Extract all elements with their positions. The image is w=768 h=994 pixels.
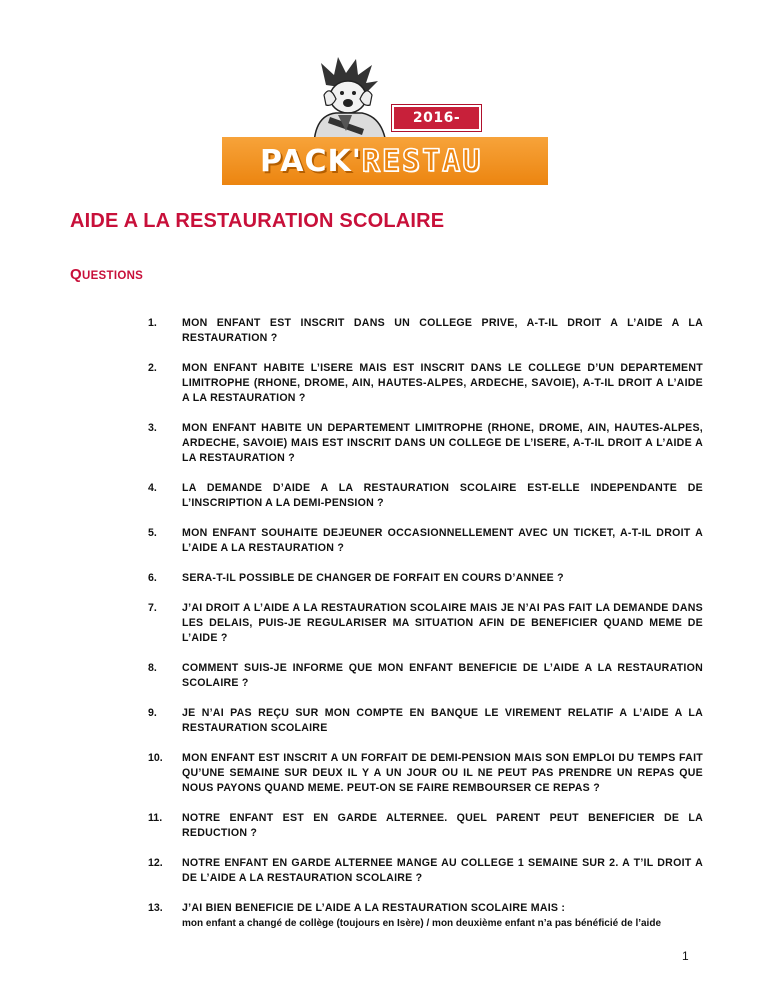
question-text: SERA-T-IL POSSIBLE DE CHANGER DE FORFAIT EN COURS D’ANNEE ?	[182, 572, 564, 584]
section-heading	[70, 258, 143, 286]
question-text: J’AI BIEN BENEFICIE DE L’AIDE A LA RESTAURATION SCOLAIRE MAIS :	[182, 902, 566, 914]
question-number: 8.	[148, 662, 157, 674]
question-item	[148, 421, 703, 466]
question-item	[148, 751, 703, 796]
question-text: NOTRE ENFANT EST EN GARDE ALTERNEE. QUEL PARENT PEUT BENEFICIER DE LA REDUCTION ?	[182, 812, 703, 839]
question-item	[148, 856, 703, 886]
question-number: 7.	[148, 602, 157, 614]
boy-mascot-icon	[286, 55, 406, 143]
question-number: 11.	[148, 812, 163, 824]
question-text: LA DEMANDE D’AIDE A LA RESTAURATION SCOLAIRE EST-ELLE INDEPENDANTE DE L’INSCRIPTION A LA DEMI-PENSION ?	[182, 482, 703, 509]
question-item	[148, 601, 703, 646]
question-item	[148, 361, 703, 406]
question-text: MON ENFANT EST INSCRIT A UN FORFAIT DE DEMI-PENSION MAIS SON EMPLOI DU TEMPS FAIT QU’UNE SEMAINE SUR DEUX IL Y A UN JOUR OU IL NE PEUT PAS PRENDRE UN REPAS QUE NOUS PAYONS QUAND MEME. PEUT-ON SE FAIRE REMBOURSER CE REPAS ?	[182, 752, 703, 794]
question-text: MON ENFANT EST INSCRIT DANS UN COLLEGE PRIVE, A-T-IL DROIT A L’AIDE A LA RESTAURATION ?	[182, 317, 703, 344]
question-number: 13.	[148, 902, 163, 914]
question-item	[148, 706, 703, 736]
page-title: AIDE A LA RESTAURATION SCOLAIRE	[70, 210, 445, 232]
page-number: 1	[682, 949, 689, 963]
pack-restau-logo	[222, 55, 548, 185]
question-item	[148, 661, 703, 691]
pack-label: PACK'	[260, 143, 362, 179]
section-heading-rest: UESTIONS	[81, 270, 144, 282]
question-item	[148, 811, 703, 841]
question-number: 12.	[148, 857, 163, 869]
question-item	[148, 481, 703, 511]
pack-restau-banner	[222, 137, 548, 185]
question-number: 9.	[148, 707, 157, 719]
question-text: NOTRE ENFANT EN GARDE ALTERNEE MANGE AU COLLEGE 1 SEMAINE SUR 2. A T’IL DROIT A DE L’AIDE A LA RESTAURATION SCOLAIRE ?	[182, 857, 703, 884]
question-item	[148, 571, 703, 586]
questions-list	[148, 316, 703, 946]
question-item	[148, 526, 703, 556]
question-text: JE N’AI PAS REÇU SUR MON COMPTE EN BANQUE LE VIREMENT RELATIF A L’AIDE A LA RESTAURATION SCOLAIRE	[182, 707, 703, 734]
question-number: 6.	[148, 572, 157, 584]
restau-label: RESTAU	[361, 143, 483, 179]
question-number: 4.	[148, 482, 157, 494]
question-number: 2.	[148, 362, 157, 374]
question-text: J’AI DROIT A L’AIDE A LA RESTAURATION SCOLAIRE MAIS JE N’AI PAS FAIT LA DEMANDE DANS LES DELAIS, PUIS-JE REGULARISER MA SITUATION AFIN DE BENEFICIER QUAND MEME DE L’AIDE ?	[182, 602, 703, 644]
question-text: MON ENFANT HABITE UN DEPARTEMENT LIMITROPHE (RHONE, DROME, AIN, HAUTES-ALPES, ARDECHE, SAVOIE) MAIS EST INSCRIT DANS UN COLLEGE DE L’ISERE, A-T-IL DROIT A L’AIDE A LA RESTAURATION ?	[182, 422, 703, 464]
question-number: 10.	[148, 752, 163, 764]
question-item	[148, 901, 703, 931]
section-heading-initial: Q	[70, 266, 82, 283]
question-number: 5.	[148, 527, 157, 539]
question-number: 1.	[148, 317, 157, 329]
question-detail: mon enfant a changé de collège (toujours en Isère) / mon deuxième enfant n’a pas bénéficié de l’aide	[182, 918, 662, 929]
question-text-block	[182, 901, 703, 931]
question-item	[148, 316, 703, 346]
question-number: 3.	[148, 422, 157, 434]
question-text: MON ENFANT HABITE L’ISERE MAIS EST INSCRIT DANS LE COLLEGE D’UN DEPARTEMENT LIMITROPHE (RHONE, DROME, AIN, HAUTES-ALPES, ARDECHE, SAVOIE), A-T-IL DROIT A L’AIDE A LA RESTAURATION ?	[182, 362, 703, 404]
year-badge: 2016-	[392, 105, 481, 131]
question-text: COMMENT SUIS-JE INFORME QUE MON ENFANT BENEFICIE DE L’AIDE A LA RESTAURATION SCOLAIRE ?	[182, 662, 703, 689]
question-text: MON ENFANT SOUHAITE DEJEUNER OCCASIONNELLEMENT AVEC UN TICKET, A-T-IL DROIT A L’AIDE A LA RESTAURATION ?	[182, 527, 703, 554]
